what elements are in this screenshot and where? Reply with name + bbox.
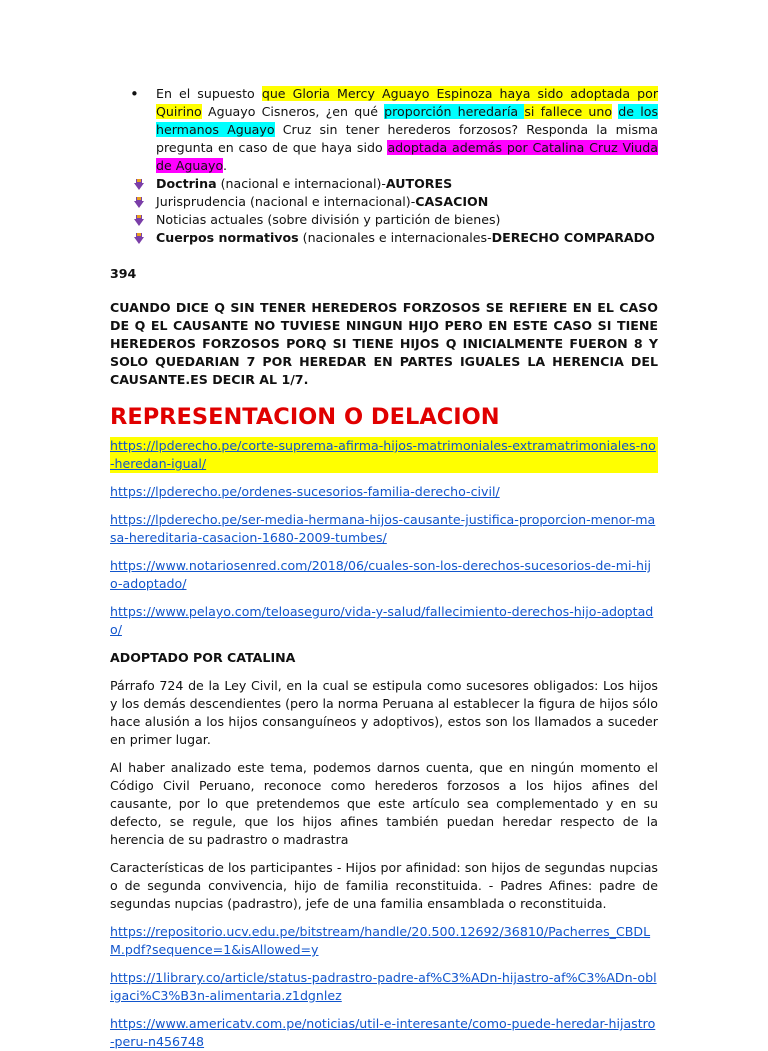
section-title: REPRESENTACION O DELACION: [110, 404, 500, 430]
reference-link[interactable]: https://www.americatv.com.pe/noticias/util-e-interesante/como-puede-heredar-hijastro-peru-n456748: [110, 1016, 656, 1049]
highlight-magenta: adoptada además por Catalina Cruz Viuda de Aguayo: [156, 140, 658, 173]
reference-link[interactable]: https://repositorio.ucv.edu.pe/bitstream/handle/20.500.12692/36810/Pacherres_CBDLM.pdf?sequence=1&isAllowed=y: [110, 924, 651, 957]
body-paragraph: Párrafo 724 de la Ley Civil, en la cual se estipula como sucesores obligados: Los hijos y los demás descendientes (pero la norma Peruana al establecer la figura de hijos sólo hace alusión a los hijos consanguíneos y adoptivos), estos son los llamados a suceder en primer lugar.: [110, 678, 658, 747]
list-item-bold: DERECHO COMPARADO: [491, 230, 655, 245]
list-item-bold: AUTORES: [385, 176, 453, 191]
reference-link[interactable]: https://lpderecho.pe/corte-suprema-afirma-hijos-matrimoniales-extramatrimoniales-no-heredan-igual/: [110, 437, 658, 473]
reference-link[interactable]: https://lpderecho.pe/ser-media-hermana-hijos-causante-justifica-proporcion-menor-masa-hereditaria-casacion-1680-2009-tumbes/: [110, 512, 656, 545]
highlight-yellow: si fallece uno: [524, 104, 613, 119]
question-text: Cruz sin tener herederos forzosos? Responda la misma pregunta en caso de que haya sido: [156, 122, 658, 155]
list-item-text: (nacional e internacional)-: [216, 176, 386, 191]
document-body: [110, 85, 658, 1051]
round-bullet-icon: •: [130, 85, 139, 103]
reference-link[interactable]: https://www.pelayo.com/teloaseguro/vida-y-salud/fallecimiento-derechos-hijo-adoptado/: [110, 604, 654, 637]
question-text: .: [223, 158, 228, 173]
list-item-text: (nacionales e internacionales-: [298, 230, 492, 245]
question-item: [110, 85, 658, 175]
subheading: ADOPTADO POR CATALINA: [110, 650, 296, 665]
arrow-bullet-icon: [134, 215, 144, 226]
list-item-bold: CASACION: [415, 194, 489, 209]
sources-list: [110, 175, 658, 247]
question-text: Aguayo Cisneros, ¿en qué: [201, 104, 385, 119]
article-number: 394: [110, 266, 137, 281]
list-item: [110, 211, 658, 229]
highlight-cyan: de los hermanos Aguayo: [156, 104, 659, 137]
body-paragraph: Al haber analizado este tema, podemos darnos cuenta, que en ningún momento el Código Civil Peruano, reconoce como herederos forzosos a los hijos afines del causante, por lo que pretendemos que este artículo sea complementado y en su defecto, se regule, que los hijos afines también puedan heredar respecto de la herencia de su padrastro o madrastra: [110, 760, 658, 847]
list-item: [110, 175, 658, 193]
question-text: En el supuesto: [156, 86, 262, 101]
arrow-bullet-icon: [134, 179, 144, 190]
answer-paragraph: CUANDO DICE Q SIN TENER HEREDEROS FORZOSOS SE REFIERE EN EL CASO DE Q EL CAUSANTE NO TUVIESE NINGUN HIJO PERO EN ESTE CASO SI TIENE HEREDEROS FORZOSOS PORQ SI TIENE HIJOS Q INICIALMENTE FUERON 8 Y SOLO QUEDARIAN 7 POR HEREDAR EN PARTES IGUALES LA HERENCIA DEL CAUSANTE.ES DECIR AL 1/7.: [110, 300, 658, 387]
body-paragraph: Características de los participantes - Hijos por afinidad: son hijos de segundas nupcias o de segunda convivencia, hijo de familia reconstituida. - Padres Afines: padre de segundas nupcias (padrastro), jefe de una familia ensamblada o reconstituida.: [110, 860, 658, 911]
list-item-text: Jurisprudencia (nacional e internacional)-: [156, 194, 416, 209]
highlight-yellow: que Gloria Mercy Aguayo Espinoza haya sido adoptada por Quirino: [156, 86, 658, 119]
list-item: [110, 193, 658, 211]
arrow-bullet-icon: [134, 233, 144, 244]
list-item-bold: Cuerpos normativos: [156, 230, 299, 245]
list-item-text: Noticias actuales (sobre división y partición de bienes): [156, 212, 501, 227]
list-item: [110, 229, 658, 247]
reference-link[interactable]: https://www.notariosenred.com/2018/06/cuales-son-los-derechos-sucesorios-de-mi-hijo-adoptado/: [110, 558, 651, 591]
highlight-cyan: proporción heredaría: [384, 104, 525, 119]
reference-link[interactable]: https://1library.co/article/status-padrastro-padre-af%C3%ADn-hijastro-af%C3%ADn-obligaci%C3%B3n-alimentaria.z1dgnlez: [110, 970, 657, 1003]
arrow-bullet-icon: [134, 197, 144, 208]
reference-link[interactable]: https://lpderecho.pe/ordenes-sucesorios-familia-derecho-civil/: [110, 484, 500, 499]
list-item-bold: Doctrina: [156, 176, 217, 191]
